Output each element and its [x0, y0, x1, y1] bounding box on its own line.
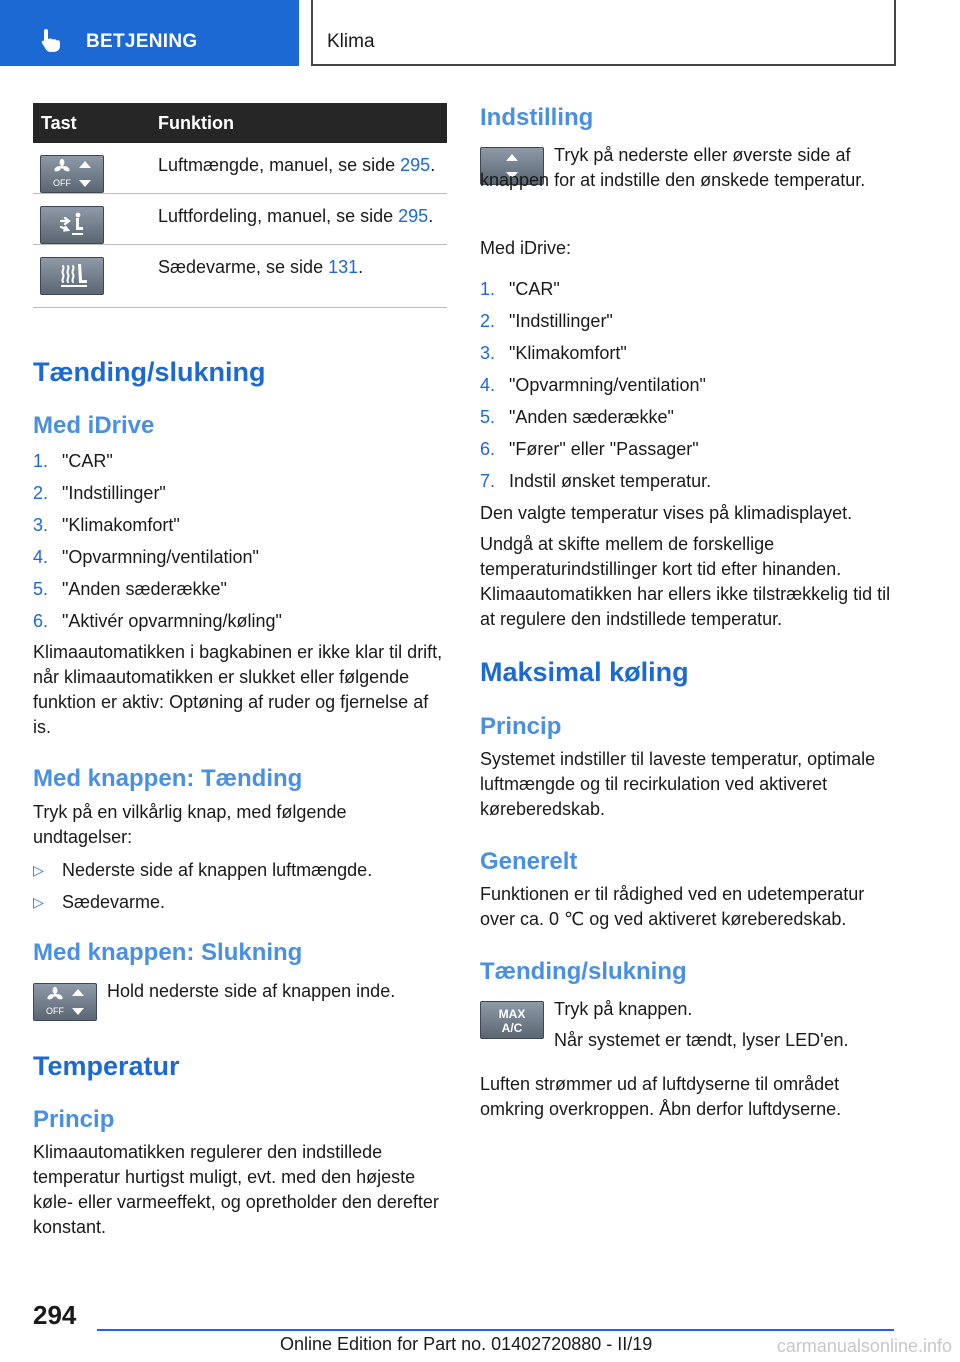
svg-text:OFF: OFF — [46, 1006, 64, 1016]
max-princip-text: Systemet indstiller til laveste temperatur, optimale luftmængde og til recirkulation ved aktiveret køreberedskab. — [480, 749, 876, 819]
watermark: carmanualsonline.info — [776, 1336, 952, 1356]
list-item: 1. "CAR" — [33, 451, 113, 471]
heading-tend-slukning-right: Tænding/slukning — [480, 958, 687, 985]
idrive-steps-list — [33, 449, 447, 641]
idrive-note: Klimaautomatikken i bagkabinen er ikke klar til drift, når klimaautomatikken er slukket eller følgende funktion er aktiv: Optøning af ruder og fjernelse af is. — [33, 642, 443, 737]
tend-step-2: Når systemet er tændt, lyser LED'en. — [554, 1030, 849, 1050]
page-reference-link[interactable]: 295 — [398, 206, 429, 226]
heading-maksimal-koling: Maksimal køling — [480, 657, 689, 687]
heading-tending-knap: Med knappen: Tænding — [33, 765, 303, 792]
air-distribution-icon — [40, 206, 104, 244]
generelt-text: Funktionen er til rådighed ved en udetemperatur over ca. 0 ℃ og ved aktiveret køreberedskab. — [480, 884, 865, 929]
table-row — [33, 245, 447, 308]
key-function-table — [33, 103, 447, 308]
table-row — [33, 194, 447, 245]
heading-indstilling: Indstilling — [480, 104, 594, 131]
luftdyser-text: Luften strømmer ud af luftdyserne til området omkring overkroppen. Åbn derfor luftdyserne. — [480, 1074, 842, 1119]
list-item: 2. "Indstillinger" — [33, 483, 166, 503]
page-reference-link[interactable]: 131 — [328, 257, 359, 277]
tend-step-1: Tryk på knappen. — [554, 999, 693, 1019]
page-number: 294 — [33, 1300, 77, 1330]
edition-text: Online Edition for Part no. 01402720880 - II/19 — [280, 1334, 653, 1354]
heading-generelt: Generelt — [480, 848, 578, 875]
list-item: 6. "Fører" eller "Passager" — [480, 439, 699, 459]
table-cell-function: Sædevarme, se side 131. — [156, 245, 447, 308]
page-header — [0, 0, 960, 66]
chapter-title: Klima — [327, 31, 375, 52]
table-cell-function: Luftmængde, manuel, se side 295. — [156, 143, 447, 194]
list-item: 2. "Indstillinger" — [480, 311, 613, 331]
list-item: 3. "Klimakomfort" — [33, 515, 180, 535]
seat-heating-icon — [40, 257, 104, 295]
list-item: ▷ Nederste side af knappen luftmængde. — [33, 860, 373, 880]
table-header-function: Funktion — [156, 103, 447, 143]
section-title: BETJENING — [86, 31, 198, 52]
list-item: 6. "Aktivér opvarmning/køling" — [33, 611, 282, 631]
indstilling-text: Tryk på nederste eller øverste side af knappen for at indstille den ønskede temperatur. — [480, 145, 866, 190]
list-item: 5. "Anden sæderække" — [33, 579, 227, 599]
max-ac-label-top: MAX — [498, 1007, 526, 1021]
hand-pointer-icon — [38, 26, 66, 54]
chapter-tab — [311, 0, 896, 66]
heading-tend-slukning: Tænding/slukning — [33, 357, 266, 387]
page-reference-link[interactable]: 295 — [400, 155, 431, 175]
heading-slukning-knap: Med knappen: Slukning — [33, 939, 303, 966]
section-tab — [0, 0, 299, 66]
temperature-display-note: Den valgte temperatur vises på klimadisplayet. — [480, 503, 853, 523]
slukning-text: Hold nederste side af knappen inde. — [107, 981, 396, 1001]
princip-text: Klimaautomatikken regulerer den indstillede temperatur hurtigst muligt, evt. med den højeste køle- eller varmeeffekt, og opretholder den derefter konstant. — [33, 1142, 439, 1237]
list-item: 4. "Opvarmning/ventilation" — [480, 375, 706, 395]
heading-med-idrive: Med iDrive — [33, 412, 155, 439]
list-item: 4. "Opvarmning/ventilation" — [33, 547, 259, 567]
temperature-steps-list — [480, 277, 896, 501]
heading-princip: Princip — [33, 1106, 115, 1133]
idrive-label: Med iDrive: — [480, 238, 572, 258]
list-item: ▷ Sædevarme. — [33, 892, 166, 912]
list-item: 5. "Anden sæderække" — [480, 407, 674, 427]
heading-princip-right: Princip — [480, 713, 562, 740]
table-cell-function: Luftfordeling, manuel, se side 295. — [156, 194, 447, 245]
svg-text:OFF: OFF — [53, 178, 71, 188]
footer-divider — [97, 1329, 894, 1331]
list-item: 3. "Klimakomfort" — [480, 343, 627, 363]
tending-bullets — [33, 858, 447, 922]
fan-off-icon — [33, 983, 97, 1021]
table-row — [33, 143, 447, 194]
heading-temperatur: Temperatur — [33, 1051, 180, 1081]
fan-off-icon — [40, 155, 104, 193]
list-item: 1. "CAR" — [480, 279, 560, 299]
temperature-warning-note: Undgå at skifte mellem de forskellige temperaturindstillinger kort tid efter hinanden. Klimaautomatikken har ellers ikke tilstrækkelig tid til at regulere den indstillede temperatur. — [480, 534, 891, 629]
table-header-key: Tast — [33, 103, 156, 143]
max-ac-label-bottom: A/C — [501, 1021, 523, 1035]
tending-text: Tryk på en vilkårlig knap, med følgende undtagelser: — [33, 802, 347, 847]
list-item: 7. Indstil ønsket temperatur. — [480, 471, 712, 491]
max-ac-icon — [480, 1001, 544, 1039]
